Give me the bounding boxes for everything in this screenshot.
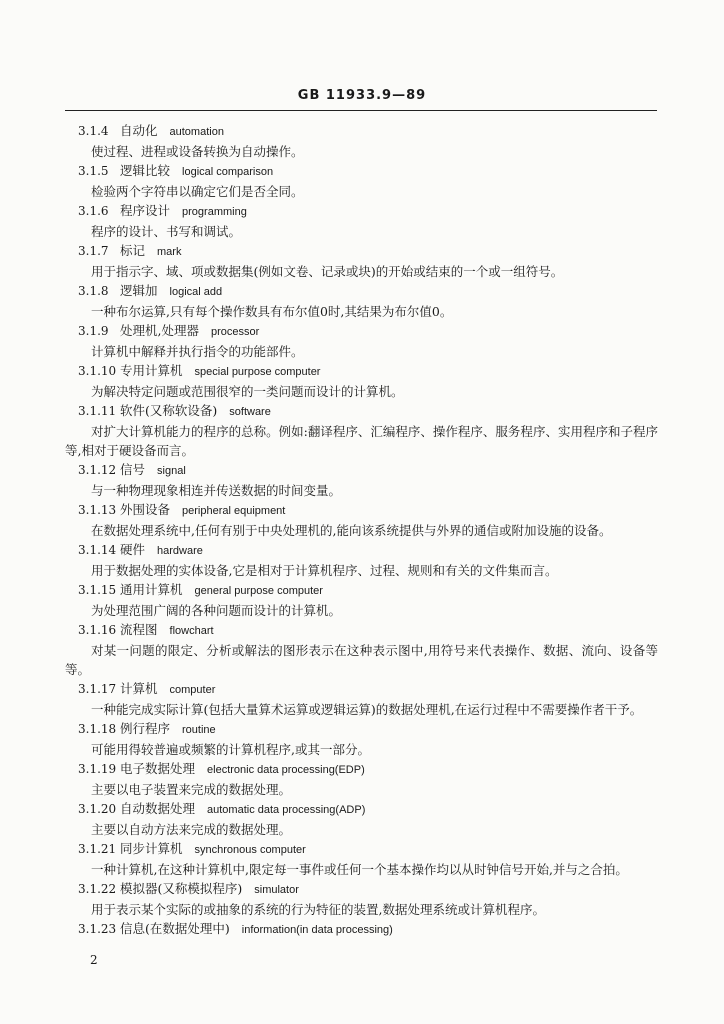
term-chinese: 程序设计 (120, 203, 171, 218)
term-definition: 一种计算机,在这种计算机中,限定每一事件或任何一个基本操作均以从时钟信号开始,并与之合拍。 (91, 862, 628, 877)
term-number: 3.1.16 (78, 623, 117, 637)
term-entry (78, 839, 658, 879)
term-entry (78, 879, 658, 919)
term-definition: 计算机中解释并执行指令的功能部件。 (91, 344, 304, 359)
term-chinese: 流程图 (120, 622, 158, 637)
term-chinese: 逻辑比较 (120, 163, 171, 178)
term-definition: 与一种物理现象相连并传送数据的时间变量。 (91, 483, 342, 498)
term-chinese: 模拟器(又称模拟程序) (120, 881, 243, 896)
term-english: simulator (254, 884, 299, 896)
term-entry (78, 500, 658, 540)
term-definition: 为处理范围广阔的各种问题而设计的计算机。 (91, 603, 342, 618)
term-english: hardware (157, 545, 203, 557)
term-definition: 程序的设计、书写和调试。 (91, 224, 242, 239)
term-heading (78, 580, 658, 601)
term-english: computer (169, 684, 216, 696)
term-definition: 主要以自动方法来完成的数据处理。 (91, 822, 292, 837)
term-heading (78, 321, 658, 342)
term-entry (78, 161, 658, 201)
term-entry (78, 580, 658, 620)
term-number: 3.1.21 (78, 842, 117, 856)
term-entry (65, 620, 658, 679)
term-heading (78, 281, 658, 302)
term-entry (78, 121, 658, 161)
term-definition: 可能用得较普遍或频繁的计算机程序,或其一部分。 (91, 742, 370, 757)
term-definition: 用于数据处理的实体设备,它是相对于计算机程序、过程、规则和有关的文件集而言。 (91, 563, 558, 578)
term-chinese: 逻辑加 (120, 283, 158, 298)
term-entry (78, 460, 658, 500)
term-heading (78, 679, 658, 700)
term-chinese: 软件(又称软设备) (120, 403, 218, 418)
term-heading (78, 401, 658, 422)
term-chinese: 电子数据处理 (120, 761, 196, 776)
term-number: 3.1.23 (78, 922, 117, 936)
term-heading (78, 879, 658, 900)
term-heading (78, 241, 658, 262)
term-heading (78, 201, 658, 222)
term-definition: 一种布尔运算,只有每个操作数具有布尔值0时,其结果为布尔值0。 (91, 304, 453, 319)
term-number: 3.1.20 (78, 802, 117, 816)
term-number: 3.1.4 (78, 124, 109, 138)
term-chinese: 信号 (120, 462, 146, 477)
term-entry (78, 679, 658, 719)
standard-number-header: GB 11933.9—89 (297, 88, 427, 103)
term-number: 3.1.11 (78, 404, 117, 418)
term-heading (78, 361, 658, 382)
term-english: signal (157, 465, 186, 477)
term-english: peripheral equipment (182, 505, 286, 517)
term-english: programming (182, 206, 247, 218)
term-heading (78, 799, 658, 820)
term-english: processor (210, 326, 260, 338)
term-entry (78, 919, 658, 940)
term-heading (78, 719, 658, 740)
term-definition: 用于指示字、域、项或数据集(例如文卷、记录或块)的开始或结束的一个或一组符号。 (91, 264, 564, 279)
term-number: 3.1.7 (78, 244, 109, 258)
term-definition: 对某一问题的限定、分析或解法的图形表示在这种表示图中,用符号来代表操作、数据、流向、设备等等。 (65, 643, 658, 677)
term-english: flowchart (169, 625, 214, 637)
term-definition: 使过程、进程或设备转换为自动操作。 (91, 144, 304, 159)
term-english: information(in data processing) (241, 924, 393, 936)
term-entry (78, 241, 658, 281)
term-english: electronic data processing(EDP) (207, 764, 365, 776)
term-number: 3.1.17 (78, 682, 117, 696)
term-entry (78, 281, 658, 321)
header-rule (65, 110, 657, 111)
term-chinese: 处理机,处理器 (120, 323, 199, 338)
term-number: 3.1.13 (78, 503, 117, 517)
term-heading (78, 620, 658, 641)
term-entry (78, 759, 658, 799)
term-english: mark (157, 246, 182, 258)
term-heading (78, 759, 658, 780)
term-definition: 对扩大计算机能力的程序的总称。例如:翻译程序、汇编程序、操作程序、服务程序、实用程序和子程序等,相对于硬设备而言。 (65, 424, 658, 458)
term-chinese: 硬件 (120, 542, 146, 557)
term-english: automation (169, 126, 224, 138)
term-chinese: 通用计算机 (120, 582, 183, 597)
term-heading (78, 919, 658, 940)
term-definition: 用于表示某个实际的或抽象的系统的行为特征的装置,数据处理系统或计算机程序。 (91, 902, 545, 917)
term-english: general purpose computer (194, 585, 323, 597)
term-chinese: 同步计算机 (120, 841, 183, 856)
term-english: routine (182, 724, 216, 736)
term-english: logical comparison (182, 166, 274, 178)
term-english: automatic data processing(ADP) (207, 804, 366, 816)
term-english: logical add (169, 286, 223, 298)
term-list (65, 121, 658, 940)
term-number: 3.1.12 (78, 463, 117, 477)
term-chinese: 标记 (120, 243, 146, 258)
term-number: 3.1.19 (78, 762, 117, 776)
term-english: synchronous computer (194, 844, 306, 856)
term-definition: 主要以电子装置来完成的数据处理。 (91, 782, 292, 797)
term-chinese: 外围设备 (120, 502, 171, 517)
term-chinese: 专用计算机 (120, 363, 183, 378)
term-number: 3.1.14 (78, 543, 117, 557)
term-entry (78, 201, 658, 241)
term-number: 3.1.6 (78, 204, 109, 218)
term-definition: 检验两个字符串以确定它们是否全同。 (91, 184, 304, 199)
term-chinese: 信息(在数据处理中) (120, 921, 230, 936)
term-number: 3.1.9 (78, 324, 109, 338)
term-definition: 在数据处理系统中,任何有别于中央处理机的,能向该系统提供与外界的通信或附加设施的设备。 (91, 523, 612, 538)
term-english: software (229, 406, 271, 418)
term-chinese: 例行程序 (120, 721, 171, 736)
term-chinese: 自动数据处理 (120, 801, 196, 816)
page-number: 2 (90, 953, 98, 967)
term-number: 3.1.10 (78, 364, 117, 378)
term-heading (78, 540, 658, 561)
term-entry (78, 361, 658, 401)
term-heading (78, 161, 658, 182)
term-entry (78, 321, 658, 361)
term-heading (78, 460, 658, 481)
term-english: special purpose computer (194, 366, 321, 378)
term-entry (78, 719, 658, 759)
term-entry (78, 799, 658, 839)
term-definition: 为解决特定问题或范围很窄的一类问题而设计的计算机。 (91, 384, 404, 399)
term-entry (78, 540, 658, 580)
term-number: 3.1.15 (78, 583, 117, 597)
term-number: 3.1.18 (78, 722, 117, 736)
term-number: 3.1.22 (78, 882, 117, 896)
term-heading (78, 121, 658, 142)
term-entry (65, 401, 658, 460)
term-chinese: 自动化 (120, 123, 158, 138)
term-heading (78, 839, 658, 860)
term-chinese: 计算机 (120, 681, 158, 696)
term-number: 3.1.8 (78, 284, 109, 298)
term-heading (78, 500, 658, 521)
term-definition: 一种能完成实际计算(包括大量算术运算或逻辑运算)的数据处理机,在运行过程中不需要操作者干予。 (91, 702, 643, 717)
term-number: 3.1.5 (78, 164, 109, 178)
